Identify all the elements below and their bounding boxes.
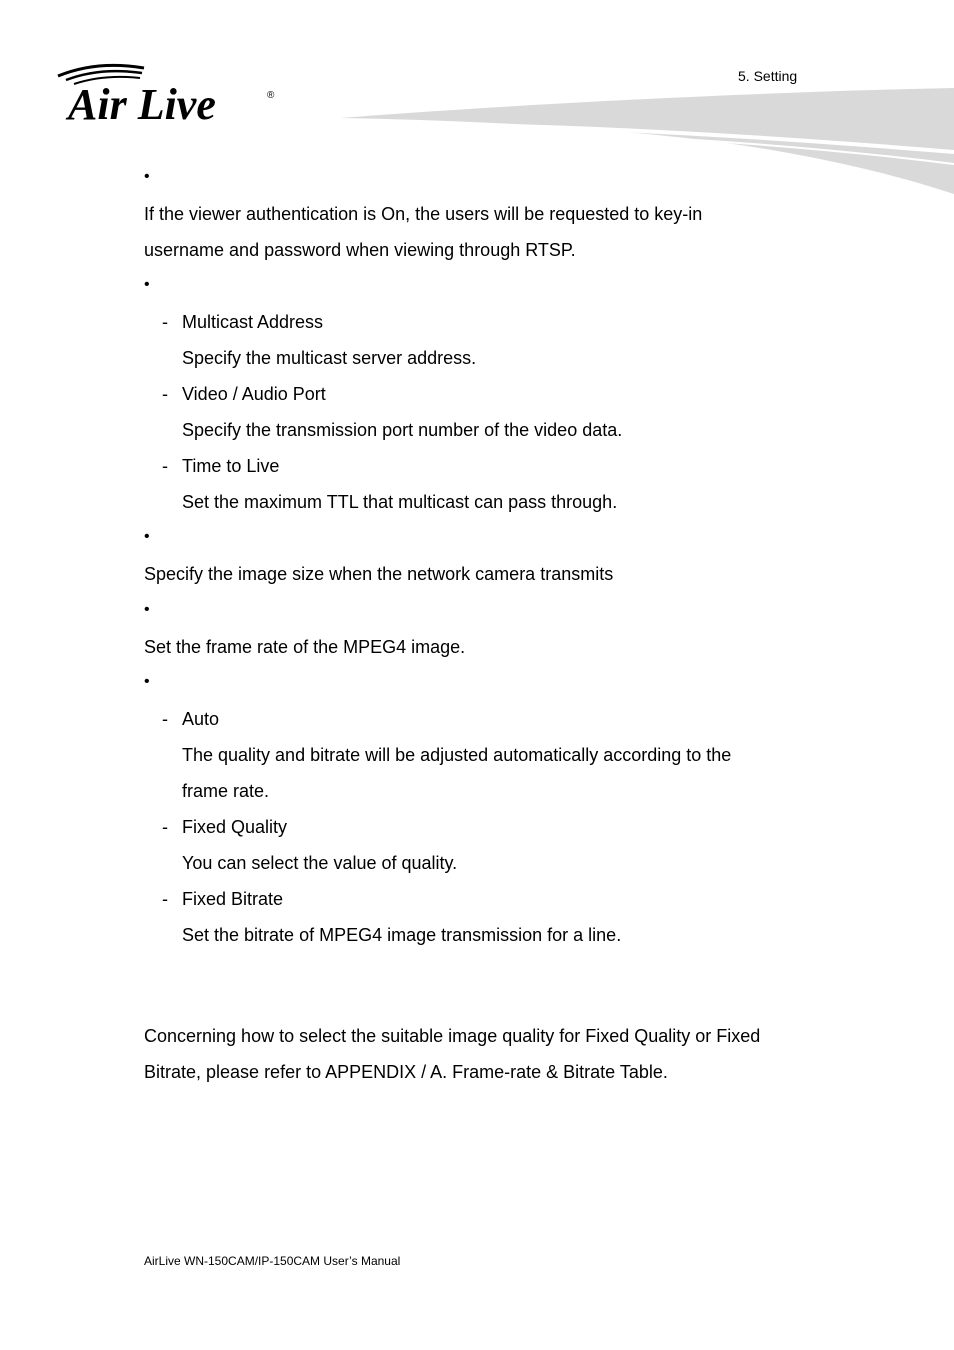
multicast-address-desc: Specify the multicast server address. xyxy=(182,348,477,368)
auth-paragraph-line-1: If the viewer authentication is On, the users will be requested to key-in xyxy=(144,204,703,224)
dash: - xyxy=(162,889,168,909)
footer-manual-title: AirLive WN-150CAM/IP-150CAM User’s Manual xyxy=(144,1254,401,1268)
fixed-bitrate-term: Fixed Bitrate xyxy=(182,889,284,909)
fixed-quality-desc: You can select the value of quality. xyxy=(182,853,458,873)
svg-text:Air Live: Air Live xyxy=(68,80,216,128)
auth-paragraph-line-2: username and password when viewing through RTSP. xyxy=(144,240,576,260)
note-line-1: Concerning how to select the suitable image quality for Fixed Quality or Fixed xyxy=(144,1026,761,1046)
dash: - xyxy=(162,456,168,476)
time-to-live-term: Time to Live xyxy=(182,456,280,476)
fixed-bitrate-desc: Set the bitrate of MPEG4 image transmission for a line. xyxy=(182,925,622,945)
fixed-quality-term: Fixed Quality xyxy=(182,817,288,837)
auto-desc-line-2: frame rate. xyxy=(182,781,270,801)
dash: - xyxy=(162,384,168,404)
image-size-paragraph: Specify the image size when the network camera transmits xyxy=(144,564,614,584)
dash: - xyxy=(162,709,168,729)
dash: - xyxy=(162,312,168,332)
time-to-live-desc: Set the maximum TTL that multicast can pass through. xyxy=(182,492,618,512)
auto-term: Auto xyxy=(182,709,220,729)
header-swoosh xyxy=(340,84,954,204)
note-line-2: Bitrate, please refer to APPENDIX / A. Frame-rate & Bitrate Table. xyxy=(144,1062,668,1082)
video-audio-port-desc: Specify the transmission port number of the video data. xyxy=(182,420,623,440)
multicast-address-term: Multicast Address xyxy=(182,312,324,332)
bullet: • xyxy=(144,528,150,545)
frame-rate-paragraph: Set the frame rate of the MPEG4 image. xyxy=(144,637,466,657)
section-title: 5. Setting xyxy=(738,68,798,84)
svg-text:®: ® xyxy=(267,90,275,101)
auto-desc-line-1: The quality and bitrate will be adjusted automatically according to the xyxy=(182,745,732,765)
bullet: • xyxy=(144,601,150,618)
video-audio-port-term: Video / Audio Port xyxy=(182,384,326,404)
bullet: • xyxy=(144,673,150,690)
airlive-logo xyxy=(52,58,282,128)
bullet: • xyxy=(144,168,150,185)
bullet: • xyxy=(144,276,150,293)
dash: - xyxy=(162,817,168,837)
